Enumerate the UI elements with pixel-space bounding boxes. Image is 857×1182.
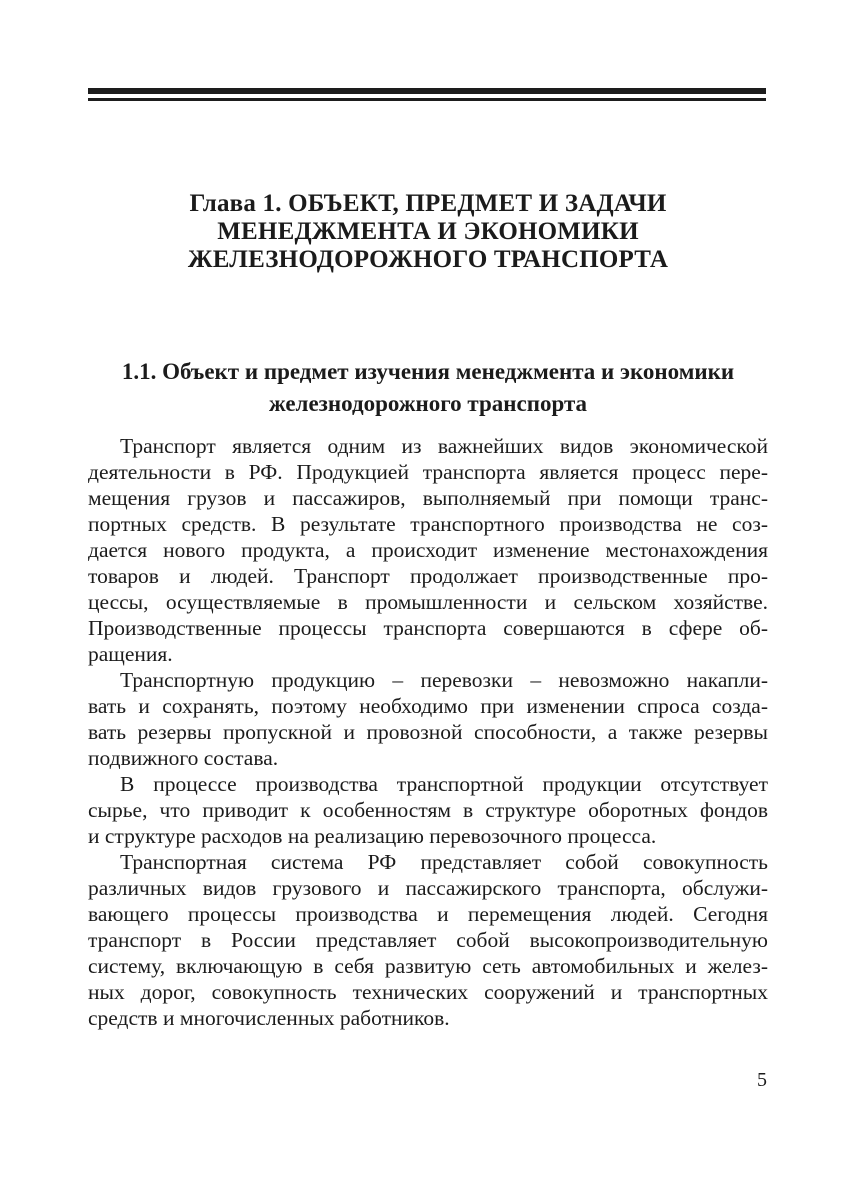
body-line: систему, включающую в себя развитую сеть автомобильных и желез- (88, 954, 768, 978)
header-rule-thin (88, 98, 766, 101)
header-rule-thick (88, 88, 766, 94)
body-line: различных видов грузового и пассажирского транспорта, обслужи- (88, 876, 768, 900)
paragraph (88, 849, 768, 1031)
body-line: подвижного состава. (88, 746, 279, 770)
body-line: ращения. (88, 642, 173, 666)
body-line: вающего процессы производства и перемещения людей. Сегодня (88, 902, 768, 926)
body-line: сырье, что приводит к особенностям в структуре оборотных фондов (88, 798, 768, 822)
body-line: Транспортную продукцию – перевозки – невозможно накапли- (120, 668, 768, 692)
paragraph (88, 771, 768, 849)
body-line: средств и многочисленных работников. (88, 1006, 450, 1030)
body-line: вать резервы пропускной и провозной способности, а также резервы (88, 720, 768, 744)
body-line: Транспортная система РФ представляет собой совокупность (120, 850, 768, 874)
section-heading (88, 356, 768, 420)
chapter-title (88, 190, 768, 274)
chapter-title-line: Глава 1. ОБЪЕКТ, ПРЕДМЕТ И ЗАДАЧИ (189, 190, 667, 217)
paragraph (88, 433, 768, 667)
paragraph (88, 667, 768, 771)
body-line: вать и сохранять, поэтому необходимо при изменении спроса созда- (88, 694, 768, 718)
page-number: 5 (757, 1069, 767, 1091)
body-line: деятельности в РФ. Продукцией транспорта является процесс пере- (88, 460, 768, 484)
body-line: портных средств. В результате транспортного производства не соз- (88, 512, 768, 536)
body-line: Транспорт является одним из важнейших видов экономической (120, 434, 768, 458)
chapter-title-line: ЖЕЛЕЗНОДОРОЖНОГО ТРАНСПОРТА (187, 246, 669, 273)
header-double-rule (88, 88, 766, 101)
body-line: дается нового продукта, а происходит изменение местонахождения (88, 538, 768, 562)
body-line: и структуре расходов на реализацию перевозочного процесса. (88, 824, 657, 848)
section-heading-line: 1.1. Объект и предмет изучения менеджмента и экономики (121, 359, 735, 384)
body-line: мещения грузов и пассажиров, выполняемый при помощи транс- (88, 486, 768, 510)
section-heading-line: железнодорожного транспорта (268, 391, 588, 416)
body-line: В процессе производства транспортной продукции отсутствует (120, 772, 768, 796)
body-line: цессы, осуществляемые в промышленности и сельском хозяйстве. (88, 590, 768, 614)
chapter-title-line: МЕНЕДЖМЕНТА И ЭКОНОМИКИ (217, 218, 639, 245)
body-line: ных дорог, совокупность технических сооружений и транспортных (88, 980, 768, 1004)
body-line: транспорт в России представляет собой высокопроизводительную (88, 928, 768, 952)
body-line: Производственные процессы транспорта совершаются в сфере об- (88, 616, 768, 640)
body-line: товаров и людей. Транспорт продолжает производственные про- (88, 564, 768, 588)
body-text (88, 433, 768, 1031)
